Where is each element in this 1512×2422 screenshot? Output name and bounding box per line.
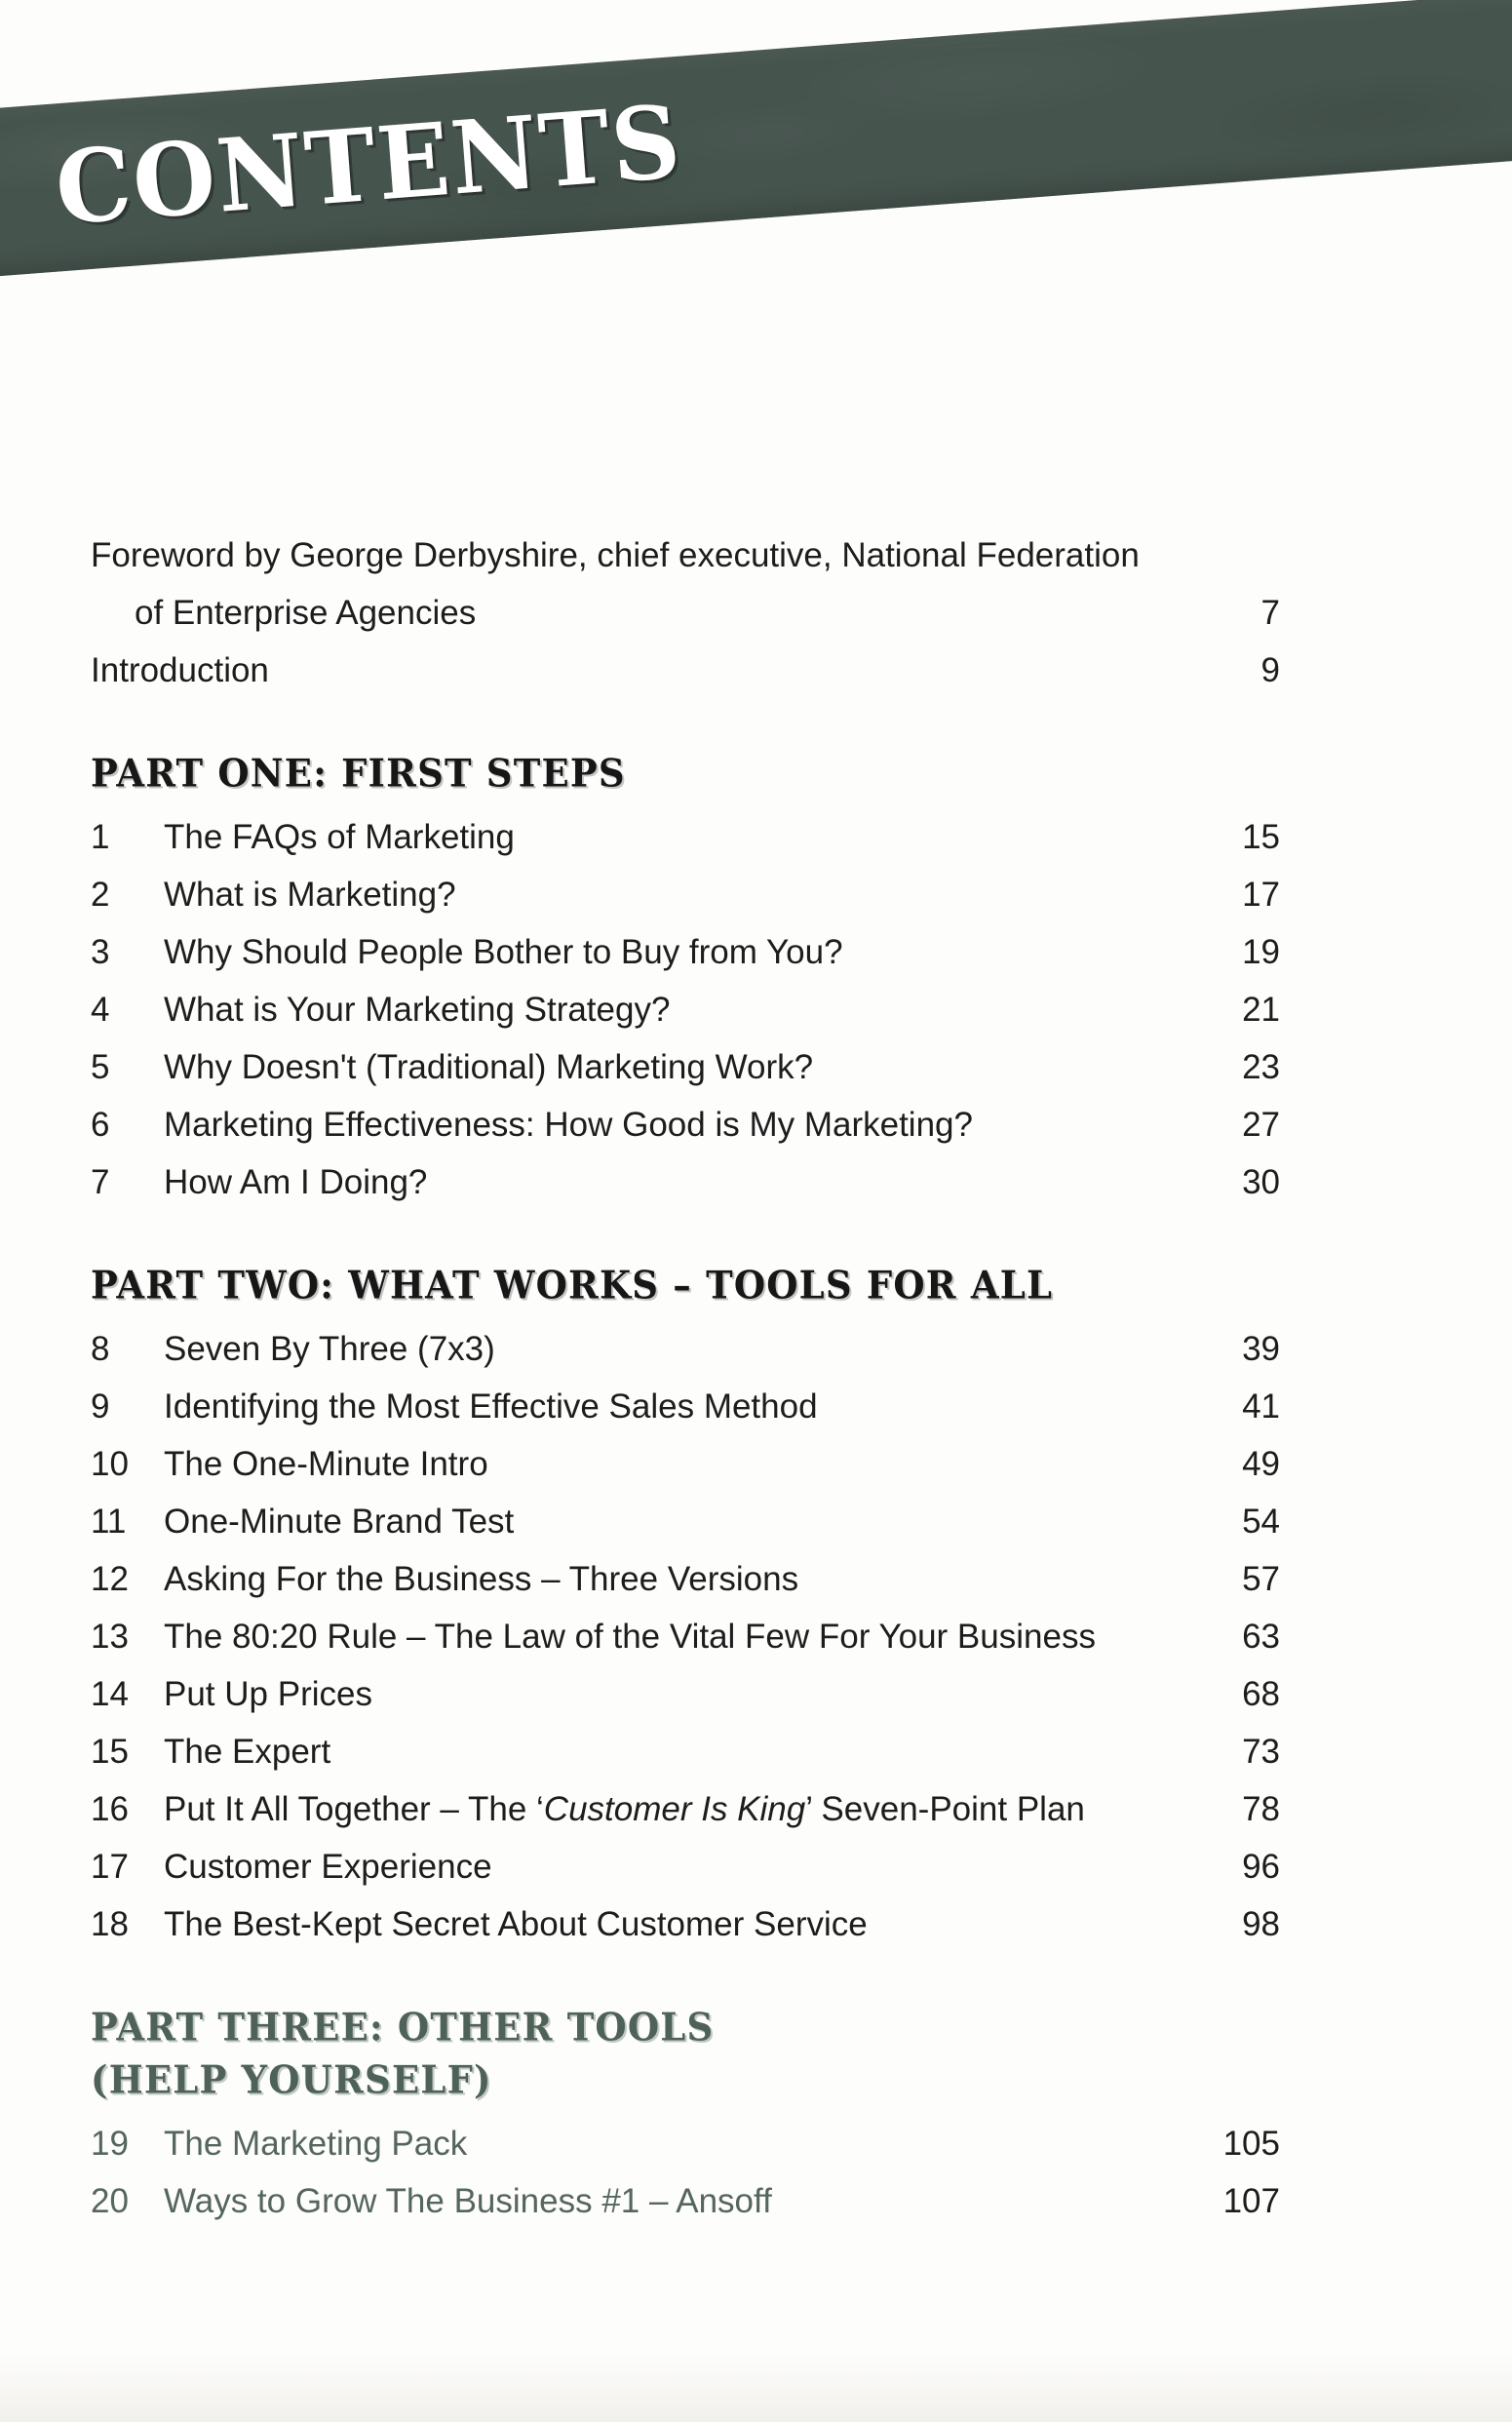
toc-entry-number: 13 — [91, 1618, 129, 1656]
toc-entry-page: 21 — [1242, 991, 1280, 1029]
spacer — [91, 1211, 1280, 1260]
toc-entry[interactable] — [91, 1153, 1280, 1211]
toc-entry[interactable] — [91, 1435, 1280, 1493]
toc-entry-page: 54 — [1242, 1503, 1280, 1541]
banner-band — [0, 0, 1512, 285]
toc-entry-number: 16 — [91, 1790, 129, 1828]
toc-entry-number: 15 — [91, 1733, 129, 1771]
toc-entry[interactable] — [91, 642, 1280, 699]
toc-entry[interactable] — [91, 866, 1280, 923]
toc-entry-continuation[interactable] — [91, 584, 1280, 642]
toc-entry-title-emphasis: Customer Is King — [543, 1790, 806, 1828]
toc-entry-number: 3 — [91, 933, 110, 971]
toc-entry-page: 49 — [1242, 1445, 1280, 1483]
toc-entry-number: 19 — [91, 2125, 129, 2163]
contents-banner — [0, 0, 1512, 410]
toc-entry[interactable] — [91, 981, 1280, 1038]
toc-entry-number: 9 — [91, 1387, 110, 1426]
toc-entry-title: Put It All Together – The ‘Customer Is King’ Seven-Point Plan — [164, 1790, 1085, 1828]
toc-entry-title: Identifying the Most Effective Sales Method — [164, 1387, 818, 1426]
toc-entry-title: Why Doesn't (Traditional) Marketing Work? — [164, 1048, 814, 1086]
toc-entry[interactable] — [91, 1493, 1280, 1550]
toc-entry[interactable] — [91, 1780, 1280, 1838]
toc-entry[interactable] — [91, 1838, 1280, 1895]
toc-entry-number: 17 — [91, 1848, 129, 1886]
toc-entry-number: 7 — [91, 1163, 110, 1201]
toc-entry-number: 2 — [91, 876, 110, 914]
toc-entry-page: 96 — [1242, 1848, 1280, 1886]
toc-entry-title: The Best-Kept Secret About Customer Service — [164, 1905, 868, 1943]
toc-entry-title: The 80:20 Rule – The Law of the Vital Few For Your Business — [164, 1618, 1096, 1656]
toc-entry-page: 73 — [1242, 1733, 1280, 1771]
toc-entry-page: 17 — [1242, 876, 1280, 914]
toc-entry-title: The Marketing Pack — [164, 2125, 468, 2163]
toc-entry-page: 107 — [1222, 2182, 1280, 2220]
toc-entry-title: Asking For the Business – Three Versions — [164, 1560, 799, 1598]
part-heading: PART ONE: FIRST STEPS — [91, 750, 626, 796]
part-heading: PART THREE: OTHER TOOLS — [91, 2004, 715, 2050]
toc-entry-number: 1 — [91, 818, 110, 856]
toc-entry-title: of Enterprise Agencies — [135, 594, 477, 632]
toc-entry-number: 12 — [91, 1560, 129, 1598]
toc-entry[interactable] — [91, 1550, 1280, 1608]
toc-entry[interactable] — [91, 1378, 1280, 1435]
toc-entry[interactable] — [91, 808, 1280, 866]
toc-entry-title: Put Up Prices — [164, 1675, 372, 1713]
toc-entry-number: 8 — [91, 1330, 110, 1368]
spacer — [91, 1953, 1280, 2002]
toc-entry-page: 105 — [1222, 2125, 1280, 2163]
toc-entry-page: 19 — [1242, 933, 1280, 971]
toc-entry[interactable] — [91, 1895, 1280, 1953]
toc-entry-page: 78 — [1242, 1790, 1280, 1828]
spacer — [91, 2107, 1280, 2115]
toc-entry[interactable] — [91, 1665, 1280, 1723]
toc-entry[interactable] — [91, 527, 1280, 584]
toc-entry-number: 14 — [91, 1675, 129, 1713]
toc-entry-title: Customer Experience — [164, 1848, 492, 1886]
toc-entry-title: The FAQs of Marketing — [164, 818, 515, 856]
toc-entry-page: 68 — [1242, 1675, 1280, 1713]
toc-entry[interactable] — [91, 2172, 1280, 2230]
toc-entry-number: 10 — [91, 1445, 129, 1483]
spacer — [91, 801, 1280, 808]
toc-entry-title: What is Marketing? — [164, 876, 456, 914]
toc-entry[interactable] — [91, 2115, 1280, 2172]
toc-entry-title: Why Should People Bother to Buy from You? — [164, 933, 843, 971]
page-title: CONTENTS — [51, 82, 686, 248]
spacer — [91, 699, 1280, 748]
toc-entry[interactable] — [91, 1608, 1280, 1665]
toc-entry-page: 27 — [1242, 1106, 1280, 1144]
toc-entry-title: Foreword by George Derbyshire, chief executive, National Federation — [91, 536, 1140, 574]
toc-entry-page: 39 — [1242, 1330, 1280, 1368]
toc-entry-number: 18 — [91, 1905, 129, 1943]
toc-entry-page: 30 — [1242, 1163, 1280, 1201]
part-heading: (HELP YOURSELF) — [91, 2056, 492, 2102]
spacer — [91, 1312, 1280, 1320]
toc-entry-title: What is Your Marketing Strategy? — [164, 991, 671, 1029]
table-of-contents — [91, 527, 1280, 2230]
toc-entry-title: Introduction — [91, 651, 269, 689]
toc-entry-number: 6 — [91, 1106, 110, 1144]
toc-entry[interactable] — [91, 923, 1280, 981]
toc-entry-number: 4 — [91, 991, 110, 1029]
toc-entry-title: Seven By Three (7x3) — [164, 1330, 495, 1368]
toc-entry-page: 63 — [1242, 1618, 1280, 1656]
toc-entry-page: 41 — [1242, 1387, 1280, 1426]
toc-entry-page: 57 — [1242, 1560, 1280, 1598]
toc-entry-page: 98 — [1242, 1905, 1280, 1943]
toc-entry-number: 20 — [91, 2182, 129, 2220]
toc-entry-page: 15 — [1242, 818, 1280, 856]
part-heading: PART TWO: WHAT WORKS – TOOLS FOR ALL — [91, 1262, 1054, 1308]
toc-entry-title: One-Minute Brand Test — [164, 1503, 515, 1541]
toc-entry-page: 7 — [1260, 594, 1280, 632]
toc-entry[interactable] — [91, 1320, 1280, 1378]
toc-entry[interactable] — [91, 1723, 1280, 1780]
toc-entry-title: Marketing Effectiveness: How Good is My Marketing? — [164, 1106, 973, 1144]
toc-entry[interactable] — [91, 1096, 1280, 1153]
toc-entry-page: 23 — [1242, 1048, 1280, 1086]
toc-entry-title: How Am I Doing? — [164, 1163, 428, 1201]
toc-entry-title: Ways to Grow The Business #1 – Ansoff — [164, 2182, 772, 2220]
toc-entry-number: 5 — [91, 1048, 110, 1086]
toc-entry-number: 11 — [91, 1503, 127, 1541]
toc-entry-title: The One-Minute Intro — [164, 1445, 488, 1483]
toc-entry[interactable] — [91, 1038, 1280, 1096]
toc-entry-page: 9 — [1260, 651, 1280, 689]
toc-entry-title: The Expert — [164, 1733, 331, 1771]
